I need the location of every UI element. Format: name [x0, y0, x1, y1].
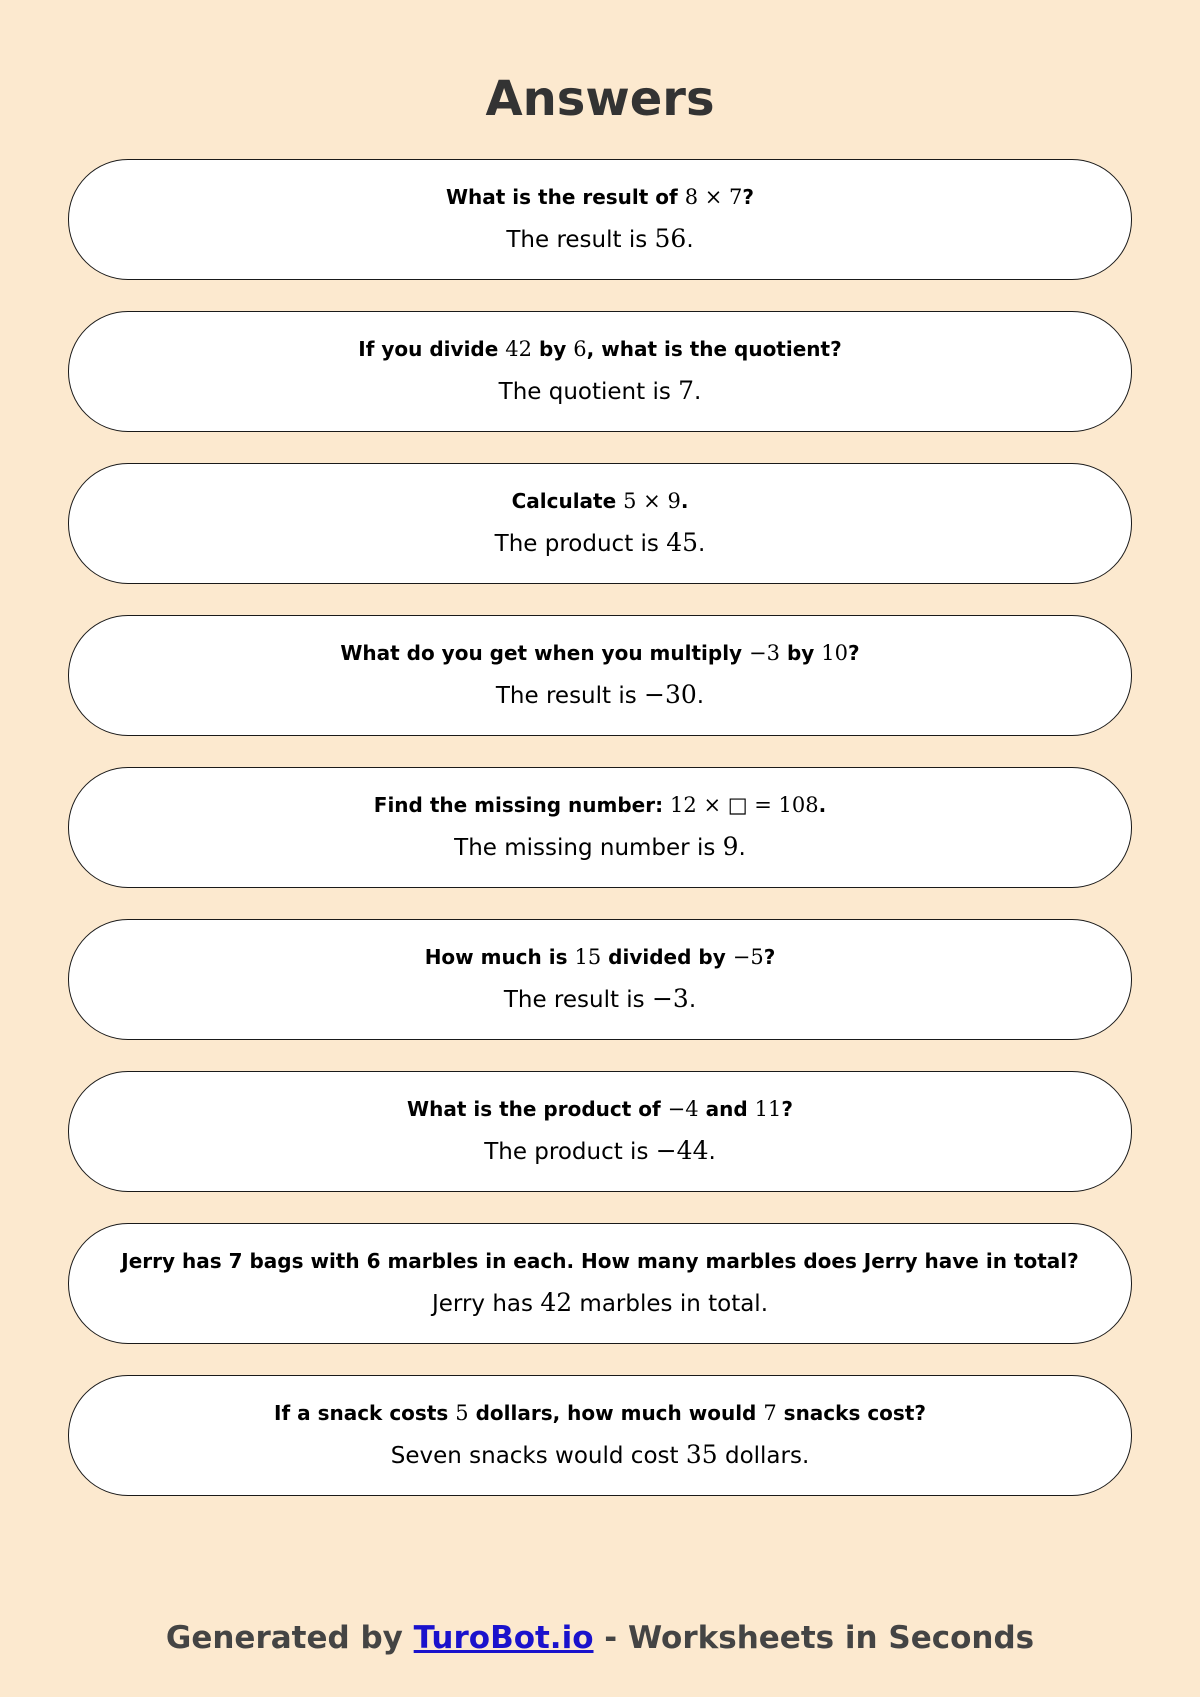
answer-card	[68, 463, 1132, 584]
answer-text: The quotient is 7.	[498, 376, 702, 405]
answer-card	[68, 1375, 1132, 1496]
question-text: What do you get when you multiply −3 by 10?	[340, 641, 860, 665]
answer-card	[68, 1071, 1132, 1192]
question-text: What is the product of −4 and 11?	[407, 1097, 793, 1121]
answers-list	[68, 159, 1132, 1527]
page-title: Answers	[485, 71, 715, 127]
question-text: What is the result of 8 × 7?	[445, 185, 754, 209]
answer-text: The missing number is 9.	[454, 832, 746, 861]
question-text: Calculate 5 × 9.	[511, 489, 689, 513]
turobot-link[interactable]: TuroBot.io	[413, 1620, 594, 1656]
answer-text: The result is 56.	[506, 224, 694, 253]
answer-text: Seven snacks would cost 35 dollars.	[390, 1440, 810, 1469]
question-text: Find the missing number: 12 × □ = 108.	[373, 793, 827, 817]
answer-card	[68, 311, 1132, 432]
question-text: If a snack costs 5 dollars, how much would 7 snacks cost?	[274, 1401, 926, 1425]
answer-card	[68, 767, 1132, 888]
question-text: How much is 15 divided by −5?	[424, 945, 776, 969]
answer-card	[68, 1223, 1132, 1344]
answer-card	[68, 159, 1132, 280]
answer-text: The product is −44.	[484, 1136, 716, 1165]
footer-credit	[0, 1615, 1200, 1661]
footer-prefix: Generated by	[165, 1620, 414, 1656]
answer-card	[68, 615, 1132, 736]
answer-card	[68, 919, 1132, 1040]
answer-text: The product is 45.	[494, 528, 706, 557]
question-text: If you divide 42 by 6, what is the quotient?	[358, 337, 842, 361]
question-text: Jerry has 7 bags with 6 marbles in each. How many marbles does Jerry have in total?	[121, 1249, 1079, 1273]
answer-text: Jerry has 42 marbles in total.	[431, 1288, 769, 1317]
footer-suffix: - Worksheets in Seconds	[593, 1620, 1035, 1656]
answer-text: The result is −3.	[503, 984, 697, 1013]
answer-text: The result is −30.	[495, 680, 705, 709]
